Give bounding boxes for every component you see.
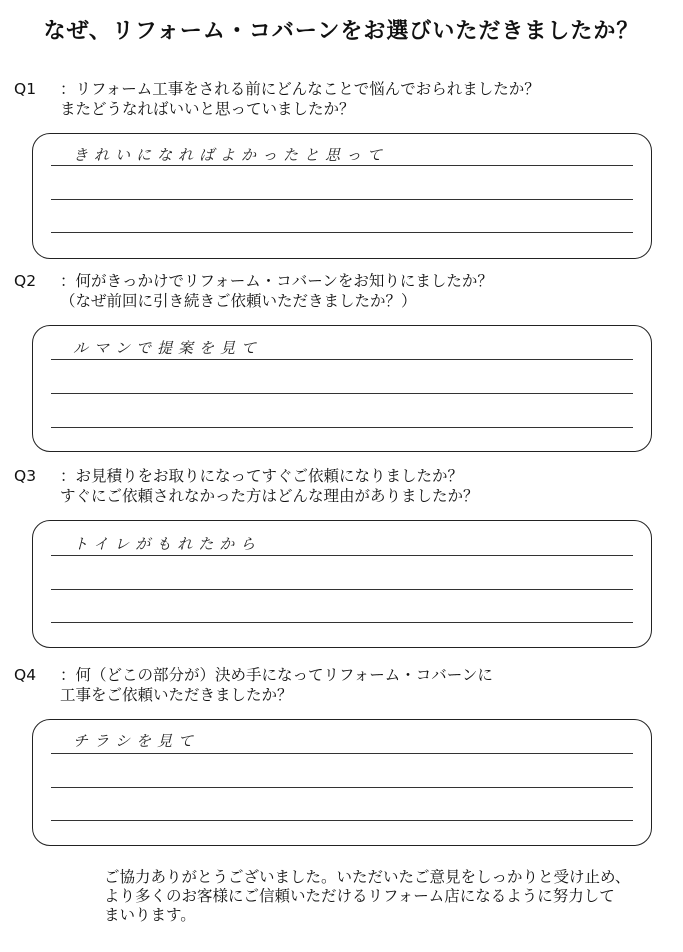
answer-box-4[interactable]: [32, 719, 652, 846]
question-number: Q3: [14, 467, 37, 485]
question-text-line2: すぐにご依頼されなかった方はどんな理由がありましたか？: [60, 487, 479, 505]
handwritten-answer: チラシを見て: [73, 732, 200, 750]
answer-rule: [51, 622, 633, 623]
answer-rule: [51, 199, 633, 200]
question-text: ：リフォーム工事をされる前にどんなことで悩んでおられましたか？: [60, 80, 540, 98]
question-3: [14, 466, 479, 506]
closing-line: ご協力ありがとうございました。いただいたご意見をしっかりと受け止め、: [104, 868, 631, 886]
answer-rule: [51, 589, 633, 590]
question-4: [14, 665, 493, 705]
handwritten-answer: きれいになればよかったと思って: [73, 146, 389, 164]
question-text-line2: （なぜ前回に引き続きご依頼いただきましたか？）: [60, 292, 417, 310]
question-1: [14, 79, 540, 119]
question-text-line2: 工事をご依頼いただきましたか？: [60, 686, 293, 704]
question-text: ：何（どこの部分が）決め手になってリフォーム・コバーンに: [60, 666, 493, 684]
answer-rule: [51, 165, 633, 166]
answer-rule: [51, 232, 633, 233]
question-number: Q2: [14, 272, 37, 290]
closing-line: より多くのお客様にご信頼いただけるリフォーム店になるように努力して: [104, 887, 615, 905]
question-text-line2: またどうなればいいと思っていましたか？: [60, 100, 355, 118]
question-text: ：何がきっかけでリフォーム・コバーンをお知りにましたか？: [60, 272, 493, 290]
question-number: Q1: [14, 80, 37, 98]
answer-rule: [51, 359, 633, 360]
question-text: ：お見積りをお取りになってすぐご依頼になりましたか？: [60, 467, 464, 485]
answer-rule: [51, 820, 633, 821]
closing-line: まいります。: [104, 906, 196, 924]
answer-rule: [51, 427, 633, 428]
handwritten-answer: トイレがもれたから: [73, 535, 262, 553]
answer-rule: [51, 753, 633, 754]
answer-rule: [51, 393, 633, 394]
answer-rule: [51, 555, 633, 556]
answer-box-1[interactable]: [32, 133, 652, 259]
question-2: [14, 271, 493, 311]
question-number: Q4: [14, 666, 37, 684]
answer-rule: [51, 787, 633, 788]
page-title: なぜ、リフォーム・コバーンをお選びいただきましたか？: [43, 19, 640, 44]
answer-box-3[interactable]: [32, 520, 652, 648]
answer-box-2[interactable]: [32, 325, 652, 452]
closing-message: [104, 868, 630, 925]
handwritten-answer: ルマンで提案を見て: [73, 339, 263, 357]
